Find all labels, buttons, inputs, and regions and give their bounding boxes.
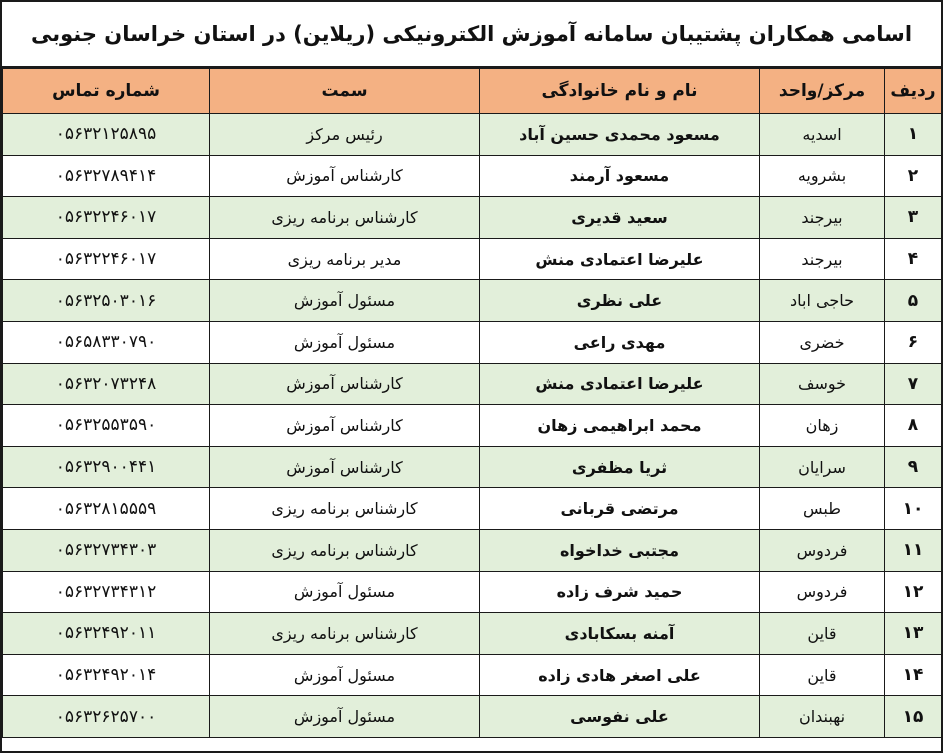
table-row bbox=[3, 529, 942, 571]
cell-row-number: ۴ bbox=[885, 238, 942, 280]
cell-name: مهدی راعی bbox=[480, 321, 760, 363]
cell-center: سرایان bbox=[760, 446, 885, 488]
table-row bbox=[3, 114, 942, 156]
cell-row-number: ۲ bbox=[885, 155, 942, 197]
cell-row-number: ۷ bbox=[885, 363, 942, 405]
cell-center: بشرویه bbox=[760, 155, 885, 197]
cell-row-number: ۱۰ bbox=[885, 488, 942, 530]
cell-name: محمد ابراهیمی زهان bbox=[480, 405, 760, 447]
cell-row-number: ۵ bbox=[885, 280, 942, 322]
cell-name: مجتبی خداخواه bbox=[480, 529, 760, 571]
cell-center: حاجی اباد bbox=[760, 280, 885, 322]
cell-row-number: ۳ bbox=[885, 197, 942, 239]
cell-center: زهان bbox=[760, 405, 885, 447]
cell-name: مسعود محمدی حسین آباد bbox=[480, 114, 760, 156]
cell-phone: ۰۵۶۳۲۰۷۳۲۴۸ bbox=[3, 363, 210, 405]
cell-row-number: ۱۲ bbox=[885, 571, 942, 613]
cell-center: قاین bbox=[760, 654, 885, 696]
table-row bbox=[3, 197, 942, 239]
cell-center: بیرجند bbox=[760, 238, 885, 280]
cell-row-number: ۱۳ bbox=[885, 613, 942, 655]
cell-position: کارشناس برنامه ریزی bbox=[210, 613, 480, 655]
sheet-title: اسامی همکاران پشتیبان سامانه آموزش الکترونیکی (ریلاین) در استان خراسان جنوبی bbox=[2, 2, 941, 68]
cell-name: مرتضی قربانی bbox=[480, 488, 760, 530]
cell-name: ثریا مظفری bbox=[480, 446, 760, 488]
cell-center: خضری bbox=[760, 321, 885, 363]
cell-phone: ۰۵۶۳۲۷۸۹۴۱۴ bbox=[3, 155, 210, 197]
cell-name: سعید قدیری bbox=[480, 197, 760, 239]
cell-name: آمنه بسکابادی bbox=[480, 613, 760, 655]
cell-phone: ۰۵۶۳۲۷۳۴۳۰۳ bbox=[3, 529, 210, 571]
cell-position: مسئول آموزش bbox=[210, 571, 480, 613]
cell-center: فردوس bbox=[760, 529, 885, 571]
cell-phone: ۰۵۶۳۲۹۰۰۴۴۱ bbox=[3, 446, 210, 488]
table-row bbox=[3, 155, 942, 197]
cell-name: علی نفوسی bbox=[480, 696, 760, 738]
header-phone: شماره تماس bbox=[3, 69, 210, 114]
cell-position: مدیر برنامه ریزی bbox=[210, 238, 480, 280]
table-row bbox=[3, 446, 942, 488]
cell-phone: ۰۵۶۳۲۴۹۲۰۱۴ bbox=[3, 654, 210, 696]
header-row bbox=[3, 69, 942, 114]
table-body bbox=[3, 114, 942, 738]
cell-row-number: ۶ bbox=[885, 321, 942, 363]
header-name: نام و نام خانوادگی bbox=[480, 69, 760, 114]
cell-row-number: ۱۵ bbox=[885, 696, 942, 738]
table-row bbox=[3, 321, 942, 363]
cell-name: حمید شرف زاده bbox=[480, 571, 760, 613]
cell-position: مسئول آموزش bbox=[210, 654, 480, 696]
cell-name: علی اصغر هادی زاده bbox=[480, 654, 760, 696]
cell-center: خوسف bbox=[760, 363, 885, 405]
cell-name: علیرضا اعتمادی منش bbox=[480, 363, 760, 405]
cell-position: کارشناس آموزش bbox=[210, 405, 480, 447]
cell-name: علی نظری bbox=[480, 280, 760, 322]
cell-center: اسدیه bbox=[760, 114, 885, 156]
cell-row-number: ۱ bbox=[885, 114, 942, 156]
cell-center: قاین bbox=[760, 613, 885, 655]
cell-position: رئیس مرکز bbox=[210, 114, 480, 156]
table-row bbox=[3, 280, 942, 322]
cell-position: کارشناس آموزش bbox=[210, 363, 480, 405]
header-row-number: ردیف bbox=[885, 69, 942, 114]
cell-position: مسئول آموزش bbox=[210, 696, 480, 738]
cell-phone: ۰۵۶۳۲۲۴۶۰۱۷ bbox=[3, 197, 210, 239]
cell-center: فردوس bbox=[760, 571, 885, 613]
cell-name: علیرضا اعتمادی منش bbox=[480, 238, 760, 280]
cell-phone: ۰۵۶۳۲۸۱۵۵۵۹ bbox=[3, 488, 210, 530]
cell-row-number: ۸ bbox=[885, 405, 942, 447]
cell-phone: ۰۵۶۳۲۵۰۳۰۱۶ bbox=[3, 280, 210, 322]
table-row bbox=[3, 613, 942, 655]
table-row bbox=[3, 696, 942, 738]
table-row bbox=[3, 238, 942, 280]
cell-phone: ۰۵۶۳۲۷۳۴۳۱۲ bbox=[3, 571, 210, 613]
cell-position: کارشناس برنامه ریزی bbox=[210, 488, 480, 530]
cell-phone: ۰۵۶۳۲۲۴۶۰۱۷ bbox=[3, 238, 210, 280]
cell-phone: ۰۵۶۳۲۴۹۲۰۱۱ bbox=[3, 613, 210, 655]
cell-center: بیرجند bbox=[760, 197, 885, 239]
cell-phone: ۰۵۶۳۲۶۲۵۷۰۰ bbox=[3, 696, 210, 738]
cell-row-number: ۱۱ bbox=[885, 529, 942, 571]
cell-center: طبس bbox=[760, 488, 885, 530]
cell-position: کارشناس آموزش bbox=[210, 155, 480, 197]
table-row bbox=[3, 488, 942, 530]
cell-row-number: ۱۴ bbox=[885, 654, 942, 696]
contacts-table bbox=[2, 68, 942, 738]
header-position: سمت bbox=[210, 69, 480, 114]
cell-phone: ۰۵۶۳۲۵۵۳۵۹۰ bbox=[3, 405, 210, 447]
cell-position: مسئول آموزش bbox=[210, 321, 480, 363]
cell-row-number: ۹ bbox=[885, 446, 942, 488]
cell-center: نهبندان bbox=[760, 696, 885, 738]
cell-phone: ۰۵۶۵۸۳۳۰۷۹۰ bbox=[3, 321, 210, 363]
cell-name: مسعود آرمند bbox=[480, 155, 760, 197]
cell-position: مسئول آموزش bbox=[210, 280, 480, 322]
cell-phone: ۰۵۶۳۲۱۲۵۸۹۵ bbox=[3, 114, 210, 156]
table-row bbox=[3, 405, 942, 447]
table-row bbox=[3, 363, 942, 405]
cell-position: کارشناس برنامه ریزی bbox=[210, 529, 480, 571]
table-row bbox=[3, 654, 942, 696]
header-center: مرکز/واحد bbox=[760, 69, 885, 114]
table-row bbox=[3, 571, 942, 613]
cell-position: کارشناس آموزش bbox=[210, 446, 480, 488]
cell-position: کارشناس برنامه ریزی bbox=[210, 197, 480, 239]
